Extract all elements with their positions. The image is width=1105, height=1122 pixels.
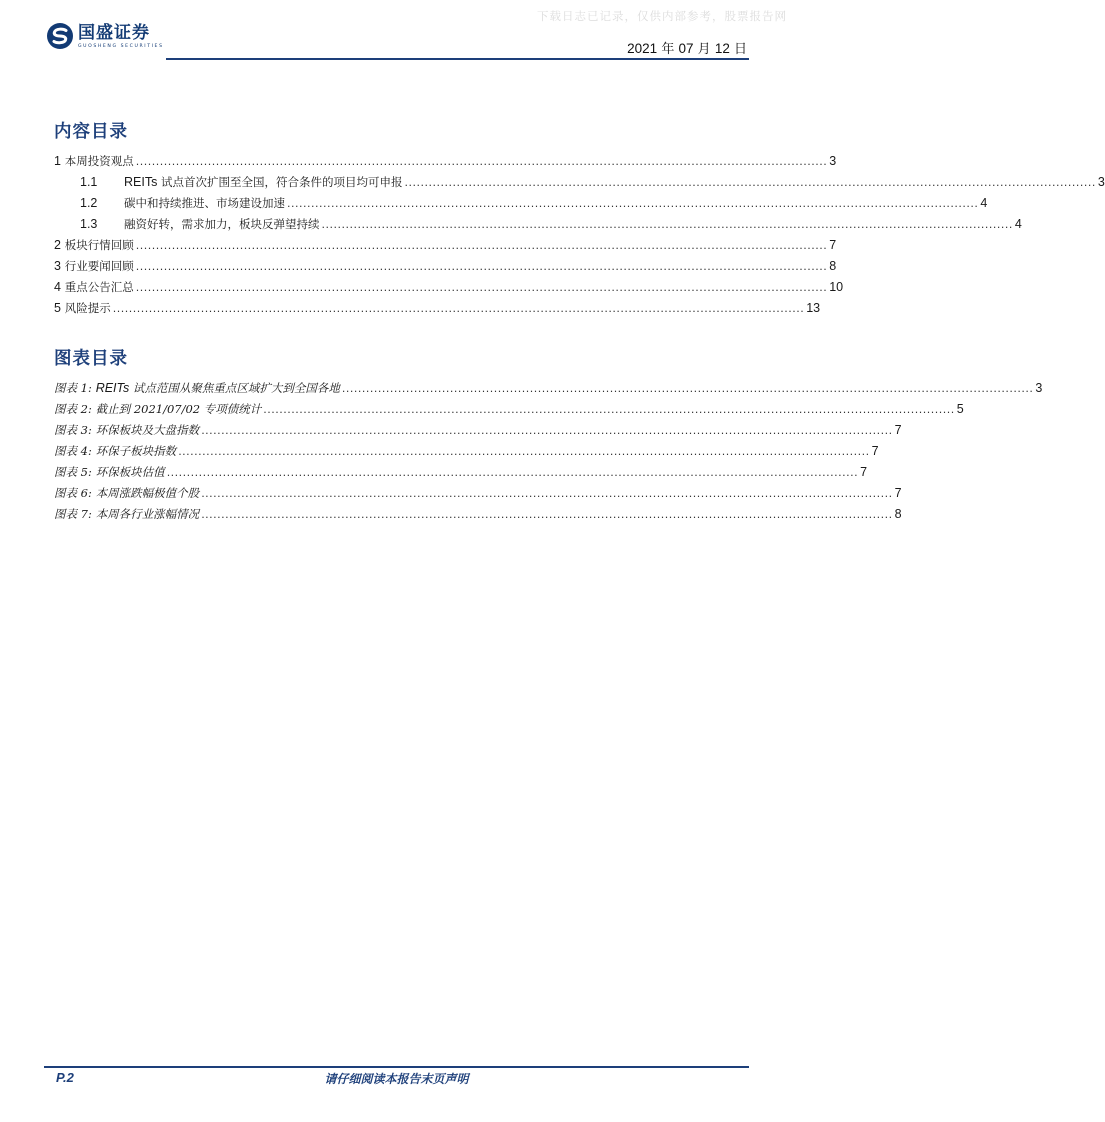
toc-num: 5 (54, 301, 61, 315)
toc-page: 4 (1014, 217, 1022, 231)
figure-entry-7[interactable] (54, 506, 902, 527)
toc-title: 内容目录 (54, 122, 128, 142)
figure-label-latin: REITs (95, 381, 130, 395)
figure-page: 8 (894, 507, 902, 521)
figure-page: 3 (1035, 381, 1043, 395)
leader-dots: ............................................................................................................................................................................. (341, 382, 1034, 395)
toc-num: 4 (54, 280, 61, 294)
leader-dots: ............................................................................................................................................................................. (135, 281, 828, 294)
figure-entry-2[interactable] (54, 401, 964, 422)
date-month: 07 (678, 41, 694, 56)
toc-label-latin: REITs (124, 175, 158, 189)
toc-num: 1.1 (80, 175, 98, 189)
figure-prefix: 图表 3: (54, 423, 92, 437)
toc-entry-1-3[interactable] (54, 216, 1022, 237)
toc-entry-4[interactable] (54, 279, 844, 300)
leader-dots: ............................................................................................................................................................................. (201, 508, 893, 521)
toc-num: 1.2 (80, 196, 98, 210)
footer-divider (44, 1066, 749, 1068)
toc-label: 行业要闻回顾 (64, 259, 134, 273)
company-logo (46, 22, 164, 50)
leader-dots: ............................................................................................................................................................................. (135, 155, 828, 168)
watermark: 下载日志已记录，仅供内部参考，股票报告网 (537, 9, 787, 23)
toc-page: 10 (829, 280, 844, 294)
toc-num: 1 (54, 154, 61, 168)
leader-dots: ............................................................................................................................................................................. (135, 260, 828, 273)
date-day-unit: 日 (733, 42, 747, 57)
figure-entry-4[interactable] (54, 443, 879, 464)
toc-page: 7 (829, 238, 837, 252)
leader-dots: ............................................................................................................................................................................. (263, 403, 955, 416)
toc-entry-1-2[interactable] (54, 195, 988, 216)
toc-label: 风险提示 (64, 301, 111, 315)
figure-label: 本周各行业涨幅情况 (95, 507, 200, 521)
toc-entry-1-1[interactable] (54, 174, 1105, 195)
toc-label: 碳中和持续推进、市场建设加速 (124, 196, 285, 210)
toc-label: 板块行情回顾 (64, 238, 134, 252)
date-day: 12 (714, 41, 730, 56)
figure-prefix: 图表 1: (54, 381, 92, 395)
leader-dots: ............................................................................................................................................................................. (201, 424, 893, 437)
figure-entry-5[interactable] (54, 464, 868, 485)
figure-label: 环保板块及大盘指数 (95, 423, 200, 437)
toc-label: 本周投资观点 (64, 154, 134, 168)
figure-page: 7 (860, 465, 868, 479)
figure-prefix: 图表 2: (54, 402, 92, 416)
figure-entry-1[interactable] (54, 380, 1043, 401)
date-year: 2021 (627, 41, 658, 56)
date-year-unit: 年 (661, 42, 675, 57)
date-month-unit: 月 (697, 42, 711, 57)
figure-page: 7 (894, 486, 902, 500)
figure-page: 7 (871, 444, 879, 458)
toc-page: 13 (806, 301, 821, 315)
toc-label: 重点公告汇总 (64, 280, 134, 294)
figures-title: 图表目录 (54, 349, 128, 369)
brand-name-cn: 国盛证券 (78, 22, 150, 43)
toc-entry-2[interactable] (54, 237, 837, 258)
toc-label: 融资好转，需求加力，板块反弹望持续 (124, 217, 320, 231)
figure-page: 7 (894, 423, 902, 437)
leader-dots: ............................................................................................................................................................................. (166, 466, 859, 479)
toc-num: 3 (54, 259, 61, 273)
toc-entry-1[interactable] (54, 153, 837, 174)
toc-page: 3 (1097, 175, 1105, 189)
figures-list (54, 380, 1043, 527)
toc-entry-3[interactable] (54, 258, 837, 279)
toc-page: 8 (829, 259, 837, 273)
leader-dots: ............................................................................................................................................................................. (201, 487, 893, 500)
leader-dots: ............................................................................................................................................................................. (178, 445, 870, 458)
leader-dots: ............................................................................................................................................................................. (321, 218, 1013, 231)
figure-label: 试点范围从聚焦重点区域扩大到全国各地 (129, 381, 340, 395)
toc-entry-5[interactable] (54, 300, 821, 321)
guosheng-logo-icon (46, 22, 74, 50)
toc-num: 2 (54, 238, 61, 252)
report-date (627, 38, 747, 57)
figure-prefix: 图表 7: (54, 507, 92, 521)
figure-label: 截止到 2021/07/02 专项债统计 (95, 402, 262, 416)
leader-dots: ............................................................................................................................................................................. (135, 239, 828, 252)
toc-page: 3 (829, 154, 837, 168)
toc-list (54, 153, 1105, 321)
leader-dots: ............................................................................................................................................................................. (404, 176, 1096, 189)
toc-page: 4 (980, 196, 988, 210)
figure-page: 5 (956, 402, 964, 416)
toc-num: 1.3 (80, 217, 98, 231)
leader-dots: ............................................................................................................................................................................. (287, 197, 979, 210)
figure-entry-6[interactable] (54, 485, 902, 506)
toc-label: 试点首次扩围至全国，符合条件的项目均可申报 (157, 175, 403, 189)
brand-name-en: GUOSHENG SECURITIES (78, 43, 164, 49)
page-number: P.2 (56, 1070, 74, 1085)
figure-label: 本周涨跌幅极值个股 (95, 486, 200, 500)
figure-prefix: 图表 5: (54, 465, 92, 479)
disclaimer-note: 请仔细阅读本报告末页声明 (324, 1072, 469, 1086)
figure-prefix: 图表 6: (54, 486, 92, 500)
figure-label: 环保子板块指数 (95, 444, 177, 458)
leader-dots: ............................................................................................................................................................................. (112, 302, 805, 315)
figure-label: 环保板块估值 (95, 465, 165, 479)
figure-entry-3[interactable] (54, 422, 902, 443)
header-divider (166, 58, 749, 60)
figure-prefix: 图表 4: (54, 444, 92, 458)
